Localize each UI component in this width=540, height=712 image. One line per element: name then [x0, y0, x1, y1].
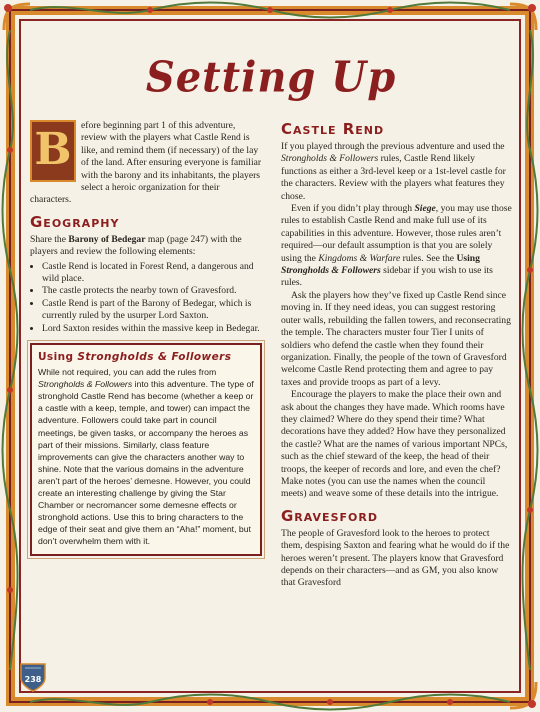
dropcap-letter: B	[34, 124, 72, 175]
geography-list	[30, 261, 262, 335]
right-column	[281, 120, 513, 590]
map-reference: Barony of Bedegar	[68, 233, 146, 245]
castle-rend-paragraph: Ask the players how they’ve fixed up Castle Rend since moving in. If they need ideas, you can suggest restoring outer walls, rebuilding the fallen towers, and reconsecrating the temple. The characters muster four Tier I units of soldiers who defend the castle when they found their organization. Finally, the people of the town of Gravesford welcome Castle Rend protecting them and agree to pay taxes and provide troops as part of a levy.	[281, 289, 511, 388]
list-item: • The castle protects the nearby town of Gravesford.	[42, 285, 262, 297]
gravesford-paragraph: The people of Gravesford look to the heroes to protect them, despising Saxton and fearing what he would do if the heroes weren’t present. The players know that Gravesford depends on their characters—and as GM, you also know that Gravesford	[281, 527, 510, 589]
vine-ornament-top	[30, 0, 510, 20]
page-number: 238	[24, 675, 42, 684]
intro-paragraph	[30, 120, 262, 207]
page-title: Setting Up	[145, 52, 397, 103]
geography-heading: Geography	[30, 212, 120, 231]
castle-rend-paragraph: If you played through the previous adventure and used the Strongholds & Followers rules, Castle Rend likely functions as either a 3rd-level keep or a 1st-level castle for the characters. Review with the players what features they chose.	[281, 141, 506, 202]
corner-flourish-icon	[0, 0, 34, 34]
sidebar-text: While not required, you can add the rules from Strongholds & Followers into this adventure. The type of stronghold Castle Rend has become (whether a keep or a castle with a keep, temple, and tower) can impact the adventure. Followers could take part in council meetings, be given tasks, or accompany the heroes as part of their missions. Similarly, class feature improvements can give the characters another way to shine. Note that the various domains in the adventure aren’t part of the heroes’ demesne. However, you could create an interesting challenge by giving the Star Chamber or necromancer some demesne effects or stronghold actions. Use this to bring characters to the edge of their seat and give them an “Aha!” moment, but don’t overwhelm them with it.	[38, 367, 254, 547]
geography-lead: Share the Barony of Bedegar map (page 247) with the players and review the following elements:	[30, 233, 242, 258]
castle-rend-paragraph: Encourage the players to make the place their own and ask about the changes they have made. Which rooms have they claimed? Where do they spend their time? What decorations have they added? How have they personalized the castle? What are the names of various important NPCs, such as the chief steward of the keep, the head of their troops, the keeper of records and lore, and even the chef? Make notes (you can use the names when the council meets) and weave some of these details into the intrigue.	[281, 389, 508, 500]
list-item: • Castle Rend is located in Forest Rend, a dangerous and wild place.	[42, 261, 262, 286]
vine-ornament-left	[0, 30, 20, 670]
corner-flourish-icon	[506, 678, 540, 712]
intro-text: efore beginning part 1 of this adventure, review with the players what Castle Rend is like, and remind them (if necessary) of the lay of the land. After ensuring everyone is familiar with the barony and its inhabitants, the players select a heroic organization for their characters.	[30, 120, 262, 206]
castle-rend-paragraph: Even if you didn’t play through Siege, you may use those rules to establish Castle Rend and make full use of its capabilities in this adventure. However, those rules aren’t required—our default assumption is that you are solely using the Kingdoms & Warfare rules. See the Using Strongholds & Followers sidebar if you wish to use its rules.	[281, 203, 512, 289]
list-item: • Lord Saxton resides within the massive keep in Bedegar.	[42, 323, 262, 335]
strongholds-sidebar	[30, 343, 262, 555]
vine-ornament-bottom	[30, 692, 510, 712]
dropcap-illumination	[30, 120, 76, 182]
vine-ornament-right	[520, 30, 540, 670]
castle-rend-heading: Castle Rend	[281, 120, 385, 138]
page-content	[30, 28, 512, 678]
list-item: • Castle Rend is part of the Barony of Bedegar, which is currently ruled by the usurper Lord Saxton.	[42, 298, 262, 323]
gravesford-heading: Gravesford	[281, 506, 378, 525]
sidebar-heading: Using Strongholds & Followers	[38, 351, 232, 364]
left-column	[30, 120, 262, 556]
page-number-badge	[20, 662, 46, 692]
